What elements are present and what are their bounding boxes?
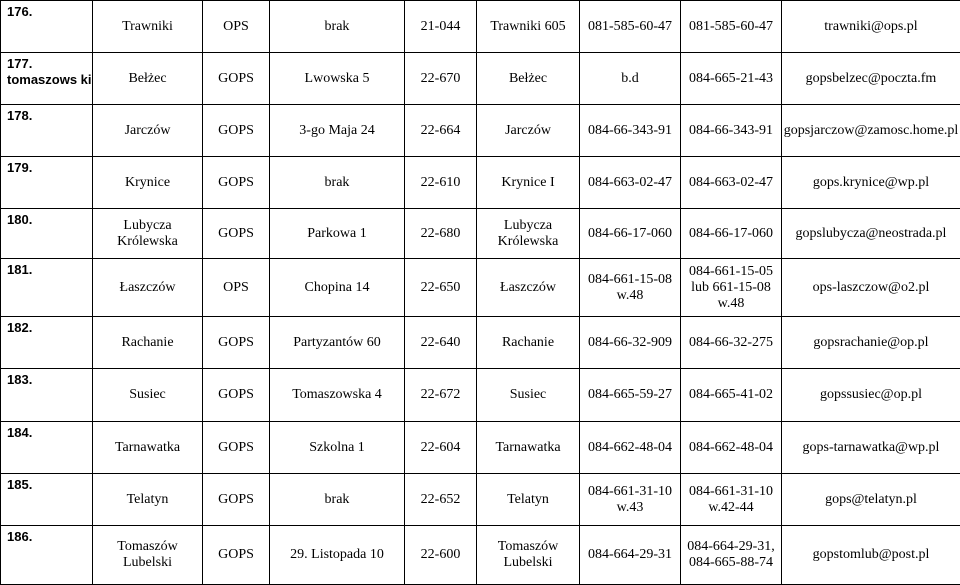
street-cell: Lwowska 5 [270,53,405,105]
postcode-cell: 22-670 [405,53,477,105]
row-number-cell: 176. [1,1,93,53]
email-cell[interactable]: gops-tarnawatka@wp.pl [782,422,960,474]
town-cell: Łaszczów [93,259,203,317]
phone-cell: b.d [580,53,681,105]
fax-cell: 084-662-48-04 [681,422,782,474]
post-office-cell: Tomaszów Lubelski [477,526,580,585]
phone-cell: 084-662-48-04 [580,422,681,474]
town-cell: Rachanie [93,317,203,369]
type-cell: GOPS [203,422,270,474]
post-office-cell: Rachanie [477,317,580,369]
row-number-cell: 178. [1,105,93,157]
town-cell: Krynice [93,157,203,209]
table-row [1,1,960,53]
type-cell: GOPS [203,209,270,259]
post-office-cell: Lubycza Królewska [477,209,580,259]
postcode-cell: 22-604 [405,422,477,474]
street-cell: Chopina 14 [270,259,405,317]
postcode-cell: 22-664 [405,105,477,157]
email-cell[interactable]: gopssusiec@op.pl [782,369,960,422]
postcode-cell: 21-044 [405,1,477,53]
fax-cell: 084-66-32-275 [681,317,782,369]
phone-cell: 084-664-29-31 [580,526,681,585]
street-cell: 29. Listopada 10 [270,526,405,585]
post-office-cell: Susiec [477,369,580,422]
email-cell[interactable]: trawniki@ops.pl [782,1,960,53]
phone-cell: 084-663-02-47 [580,157,681,209]
postcode-cell: 22-640 [405,317,477,369]
email-cell[interactable]: gopstomlub@post.pl [782,526,960,585]
type-cell: GOPS [203,474,270,526]
email-cell[interactable]: gopsbelzec@poczta.fm [782,53,960,105]
row-number-cell: 183. [1,369,93,422]
street-cell: Parkowa 1 [270,209,405,259]
type-cell: GOPS [203,526,270,585]
type-cell: GOPS [203,369,270,422]
town-cell: Tarnawatka [93,422,203,474]
town-cell: Trawniki [93,1,203,53]
row-number-cell: 185. [1,474,93,526]
postcode-cell: 22-672 [405,369,477,422]
post-office-cell: Łaszczów [477,259,580,317]
type-cell: GOPS [203,157,270,209]
table-row [1,53,960,105]
table-body [1,1,960,585]
town-cell: Bełżec [93,53,203,105]
post-office-cell: Jarczów [477,105,580,157]
town-cell: Susiec [93,369,203,422]
phone-cell: 084-66-32-909 [580,317,681,369]
email-cell[interactable]: gopslubycza@neostrada.pl [782,209,960,259]
postcode-cell: 22-650 [405,259,477,317]
row-number-cell: 186. [1,526,93,585]
street-cell: Tomaszowska 4 [270,369,405,422]
email-cell[interactable]: ops-laszczow@o2.pl [782,259,960,317]
table-row [1,317,960,369]
fax-cell: 084-661-31-10 w.42-44 [681,474,782,526]
fax-cell: 084-661-15-05 lub 661-15-08 w.48 [681,259,782,317]
post-office-cell: Trawniki 605 [477,1,580,53]
row-number-cell: 184. [1,422,93,474]
table-row [1,259,960,317]
phone-cell: 084-665-59-27 [580,369,681,422]
town-cell: Telatyn [93,474,203,526]
table-row [1,526,960,585]
street-cell: brak [270,1,405,53]
table-row [1,157,960,209]
type-cell: GOPS [203,105,270,157]
type-cell: GOPS [203,53,270,105]
post-office-cell: Bełżec [477,53,580,105]
postcode-cell: 22-600 [405,526,477,585]
email-cell[interactable]: gopsjarczow@zamosc.home.pl [782,105,960,157]
street-cell: 3-go Maja 24 [270,105,405,157]
email-cell[interactable]: gops@telatyn.pl [782,474,960,526]
email-cell[interactable]: gops.krynice@wp.pl [782,157,960,209]
row-number-cell: 177. tomaszows ki [1,53,93,105]
table-row [1,369,960,422]
post-office-cell: Telatyn [477,474,580,526]
town-cell: Tomaszów Lubelski [93,526,203,585]
table-row [1,209,960,259]
postcode-cell: 22-680 [405,209,477,259]
type-cell: OPS [203,1,270,53]
postcode-cell: 22-610 [405,157,477,209]
street-cell: Szkolna 1 [270,422,405,474]
post-office-cell: Krynice I [477,157,580,209]
table-row [1,105,960,157]
fax-cell: 084-66-17-060 [681,209,782,259]
street-cell: brak [270,157,405,209]
row-number-cell: 181. [1,259,93,317]
fax-cell: 084-66-343-91 [681,105,782,157]
row-number-cell: 180. [1,209,93,259]
town-cell: Jarczów [93,105,203,157]
fax-cell: 081-585-60-47 [681,1,782,53]
phone-cell: 084-66-17-060 [580,209,681,259]
table-row [1,422,960,474]
fax-cell: 084-663-02-47 [681,157,782,209]
type-cell: GOPS [203,317,270,369]
phone-cell: 081-585-60-47 [580,1,681,53]
fax-cell: 084-665-21-43 [681,53,782,105]
phone-cell: 084-66-343-91 [580,105,681,157]
postcode-cell: 22-652 [405,474,477,526]
street-cell: Partyzantów 60 [270,317,405,369]
street-cell: brak [270,474,405,526]
table-row [1,474,960,526]
post-office-cell: Tarnawatka [477,422,580,474]
fax-cell: 084-665-41-02 [681,369,782,422]
row-number-cell: 179. [1,157,93,209]
type-cell: OPS [203,259,270,317]
row-number-cell: 182. [1,317,93,369]
phone-cell: 084-661-31-10 w.43 [580,474,681,526]
town-cell: Lubycza Królewska [93,209,203,259]
fax-cell: 084-664-29-31, 084-665-88-74 [681,526,782,585]
phone-cell: 084-661-15-08 w.48 [580,259,681,317]
email-cell[interactable]: gopsrachanie@op.pl [782,317,960,369]
